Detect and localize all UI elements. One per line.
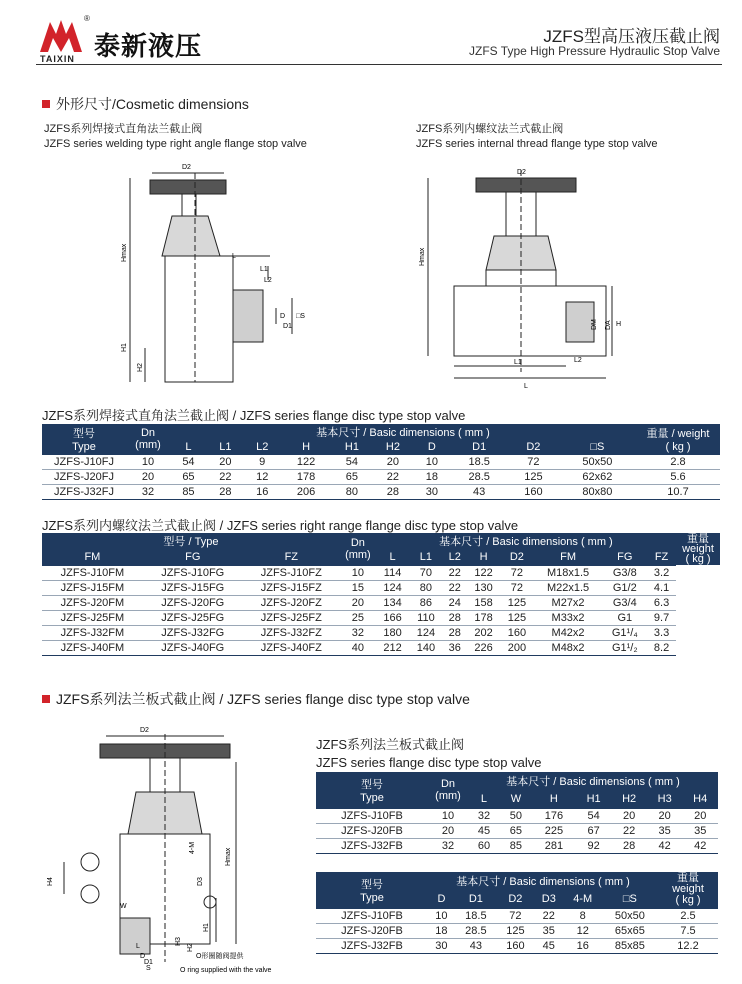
table-cell: 15 bbox=[340, 580, 376, 595]
table-cell: 45 bbox=[468, 823, 500, 838]
col-d1: D1 bbox=[455, 890, 497, 908]
col-d1: D1 bbox=[450, 440, 508, 454]
table-cell: JZFS-J25FZ bbox=[243, 610, 340, 625]
table-cell: 32 bbox=[340, 625, 376, 640]
table-cell: 18 bbox=[428, 923, 455, 938]
table-cell: 35 bbox=[647, 823, 683, 838]
svg-text:D2: D2 bbox=[517, 169, 526, 176]
table-cell: 54 bbox=[170, 454, 207, 469]
svg-text:D2: D2 bbox=[140, 727, 149, 734]
table-cell: 50x50 bbox=[559, 454, 636, 469]
table-cell: 140 bbox=[409, 640, 442, 655]
welding-valve-diagram bbox=[120, 158, 320, 398]
table-cell: 122 bbox=[281, 454, 332, 469]
col-fm: FM bbox=[534, 549, 603, 565]
table-cell: 20 bbox=[428, 823, 468, 838]
table-cell: 4.1 bbox=[647, 580, 676, 595]
table-cell: 65x65 bbox=[602, 923, 658, 938]
table-cell: 60 bbox=[468, 838, 500, 853]
table-cell: JZFS-J10FB bbox=[316, 808, 428, 823]
table-cell: 7.5 bbox=[658, 923, 718, 938]
table-cell: 80 bbox=[331, 484, 372, 499]
svg-text:D1: D1 bbox=[283, 323, 292, 330]
col-type: 型号 Type bbox=[316, 872, 428, 908]
left-diagram-caption: JZFS系列焊接式直角法兰截止阀 JZFS series welding type right angle flange stop valve bbox=[44, 123, 307, 150]
table-row bbox=[42, 484, 720, 499]
table-cell: 158 bbox=[467, 595, 500, 610]
table-cell: JZFS-J20FZ bbox=[243, 595, 340, 610]
red-square-icon bbox=[42, 695, 50, 703]
table-cell: 28 bbox=[372, 484, 413, 499]
table-cell: JZFS-J10FG bbox=[143, 565, 243, 580]
svg-text:H: H bbox=[616, 321, 622, 328]
table-cell: 85x85 bbox=[602, 938, 658, 953]
table-cell: 32 bbox=[468, 808, 500, 823]
col-d3: D3 bbox=[534, 890, 564, 908]
table-cell: 43 bbox=[455, 938, 497, 953]
table-cell: 45 bbox=[534, 938, 564, 953]
table2-title: JZFS系列内螺纹法兰式截止阀 / JZFS series right range flange disc type stop valve bbox=[42, 518, 519, 533]
table-cell: 125 bbox=[500, 610, 533, 625]
table-cell: 22 bbox=[372, 469, 413, 484]
flange-plate-weight-table bbox=[316, 872, 718, 954]
table-cell: JZFS-J25FG bbox=[143, 610, 243, 625]
svg-text:H2: H2 bbox=[137, 363, 144, 372]
table-cell: 85 bbox=[500, 838, 532, 853]
col-type: 型号 Type bbox=[42, 424, 126, 454]
table-cell: 122 bbox=[467, 565, 500, 580]
table-cell: 28.5 bbox=[450, 469, 508, 484]
col-d2: D2 bbox=[500, 549, 533, 565]
table-cell: 10 bbox=[428, 908, 455, 923]
table-cell: 50 bbox=[500, 808, 532, 823]
col-s: □S bbox=[559, 440, 636, 454]
table-cell: 28 bbox=[443, 610, 467, 625]
table-row bbox=[42, 640, 720, 655]
svg-text:□S: □S bbox=[296, 313, 305, 320]
section-cosmetic-title: 外形尺寸/Cosmetic dimensions bbox=[42, 94, 249, 114]
table-cell: 114 bbox=[376, 565, 409, 580]
table-row bbox=[316, 808, 718, 823]
table-cell: 22 bbox=[443, 565, 467, 580]
table-cell: 281 bbox=[532, 838, 576, 853]
table-cell: 30 bbox=[428, 938, 455, 953]
table-row bbox=[42, 565, 720, 580]
col-l1: L1 bbox=[207, 440, 244, 454]
table-cell: 8 bbox=[564, 908, 602, 923]
table-cell: G1/2 bbox=[603, 580, 648, 595]
table-cell: 22 bbox=[207, 469, 244, 484]
table-cell: M48x2 bbox=[534, 640, 603, 655]
table-cell: 18.5 bbox=[450, 454, 508, 469]
table-cell: 72 bbox=[500, 580, 533, 595]
table-cell: 72 bbox=[500, 565, 533, 580]
col-d: D bbox=[428, 890, 455, 908]
table-row bbox=[42, 580, 720, 595]
table-cell: 43 bbox=[450, 484, 508, 499]
table-cell: JZFS-J32FB bbox=[316, 938, 428, 953]
col-type-fm: FM bbox=[42, 549, 143, 565]
col-h1: H1 bbox=[331, 440, 372, 454]
table-cell: 25 bbox=[340, 610, 376, 625]
table-cell: 28 bbox=[207, 484, 244, 499]
table-cell: JZFS-J32FJ bbox=[42, 484, 126, 499]
welding-flange-spec-table bbox=[42, 424, 720, 500]
table-cell: 2.5 bbox=[658, 908, 718, 923]
table-cell: M18x1.5 bbox=[534, 565, 603, 580]
table-cell: 6.3 bbox=[647, 595, 676, 610]
table-cell: 30 bbox=[413, 484, 450, 499]
table-row bbox=[42, 625, 720, 640]
svg-text:Hmax: Hmax bbox=[419, 247, 426, 266]
table-cell: JZFS-J32FB bbox=[316, 838, 428, 853]
col-weight: 重量 / weight ( kg ) bbox=[636, 424, 720, 454]
table-row bbox=[42, 595, 720, 610]
table-cell: G1 bbox=[603, 610, 648, 625]
svg-text:O形圈随阀提供: O形圈随阀提供 bbox=[196, 953, 244, 960]
col-w: W bbox=[500, 790, 532, 808]
table-cell: 80 bbox=[409, 580, 442, 595]
svg-text:D: D bbox=[140, 953, 146, 960]
table-cell: 28 bbox=[443, 625, 467, 640]
table-cell: 16 bbox=[564, 938, 602, 953]
svg-text:L1: L1 bbox=[514, 359, 522, 366]
section-flange-plate-title: JZFS系列法兰板式截止阀 / JZFS series flange disc type stop valve bbox=[42, 689, 470, 709]
table-cell: 125 bbox=[508, 469, 559, 484]
table-cell: 160 bbox=[508, 484, 559, 499]
svg-text:L: L bbox=[232, 253, 236, 260]
table-cell: 62x62 bbox=[559, 469, 636, 484]
table-cell: 65 bbox=[331, 469, 372, 484]
svg-text:D2: D2 bbox=[182, 164, 191, 171]
table-row bbox=[316, 823, 718, 838]
table-cell: 9.7 bbox=[647, 610, 676, 625]
col-weight: 重量 weight ( kg ) bbox=[658, 872, 718, 908]
internal-thread-spec-table bbox=[42, 533, 720, 656]
col-basic-dimensions: 基本尺寸 / Basic dimensions ( mm ) bbox=[170, 424, 636, 440]
table-cell: JZFS-J10FZ bbox=[243, 565, 340, 580]
table-cell: 10.7 bbox=[636, 484, 720, 499]
table-cell: 40 bbox=[340, 640, 376, 655]
brand-name-en: TAIXIN bbox=[40, 54, 75, 64]
brand-name-cn: 泰新液压 bbox=[94, 31, 203, 61]
table-cell: 134 bbox=[376, 595, 409, 610]
table-cell: 20 bbox=[647, 808, 683, 823]
page-title-en: JZFS Type High Pressure Hydraulic Stop Valve bbox=[469, 44, 720, 58]
svg-text:H1: H1 bbox=[203, 923, 210, 932]
table-cell: 72 bbox=[508, 454, 559, 469]
table-row bbox=[316, 923, 718, 938]
table-cell: JZFS-J32FM bbox=[42, 625, 143, 640]
table-cell: 160 bbox=[500, 625, 533, 640]
svg-text:L: L bbox=[524, 383, 528, 390]
table-cell: 10 bbox=[413, 454, 450, 469]
table-cell: M22x1.5 bbox=[534, 580, 603, 595]
table-row bbox=[316, 908, 718, 923]
col-l2: L2 bbox=[443, 549, 467, 565]
svg-text:Hmax: Hmax bbox=[121, 243, 128, 262]
table-cell: 225 bbox=[532, 823, 576, 838]
table-cell: 10 bbox=[428, 808, 468, 823]
table-cell: 65 bbox=[170, 469, 207, 484]
table-cell: 28.5 bbox=[455, 923, 497, 938]
flange-plate-dimension-table bbox=[316, 772, 718, 854]
col-l: L bbox=[376, 549, 409, 565]
svg-text:W: W bbox=[120, 903, 127, 910]
table-cell: 8.2 bbox=[647, 640, 676, 655]
svg-text:H2: H2 bbox=[187, 943, 194, 952]
table-cell: JZFS-J40FM bbox=[42, 640, 143, 655]
table-cell: JZFS-J25FM bbox=[42, 610, 143, 625]
table-cell: JZFS-J32FG bbox=[143, 625, 243, 640]
col-d: D bbox=[413, 440, 450, 454]
col-basic-dimensions: 基本尺寸 / Basic dimensions ( mm ) bbox=[428, 872, 658, 890]
svg-text:S: S bbox=[146, 965, 151, 972]
table-cell: JZFS-J15FZ bbox=[243, 580, 340, 595]
col-s: □S bbox=[602, 890, 658, 908]
svg-text:D: D bbox=[280, 313, 286, 320]
col-l: L bbox=[468, 790, 500, 808]
table-row bbox=[316, 938, 718, 953]
svg-text:D3: D3 bbox=[197, 877, 204, 886]
table-cell: 202 bbox=[467, 625, 500, 640]
svg-text:DA: DA bbox=[605, 320, 612, 330]
col-type: 型号 / Type bbox=[42, 533, 340, 549]
table-cell: 18.5 bbox=[455, 908, 497, 923]
col-type-fz: FZ bbox=[243, 549, 340, 565]
table-cell: G1¹/₂ bbox=[603, 640, 648, 655]
table-cell: 86 bbox=[409, 595, 442, 610]
table-cell: 32 bbox=[126, 484, 170, 499]
table-cell: 54 bbox=[331, 454, 372, 469]
col-dn: Dn (mm) bbox=[428, 772, 468, 808]
col-h: H bbox=[532, 790, 576, 808]
table-cell: 65 bbox=[500, 823, 532, 838]
table-cell: 35 bbox=[682, 823, 718, 838]
table-cell: 67 bbox=[576, 823, 612, 838]
col-fz: FZ bbox=[647, 549, 676, 565]
table-cell: 178 bbox=[281, 469, 332, 484]
col-l2: L2 bbox=[244, 440, 281, 454]
flange-plate-caption: JZFS系列法兰板式截止阀 JZFS series flange disc type stop valve bbox=[316, 737, 542, 770]
right-diagram-caption: JZFS系列内螺纹法兰式截止阀 JZFS series internal thread flange type stop valve bbox=[416, 123, 658, 150]
table-cell: 32 bbox=[428, 838, 468, 853]
header-divider bbox=[36, 64, 722, 65]
col-basic-dimensions: 基本尺寸 / Basic dimensions ( mm ) bbox=[468, 772, 718, 790]
table-cell: JZFS-J32FZ bbox=[243, 625, 340, 640]
col-4m: 4-M bbox=[564, 890, 602, 908]
col-h2: H2 bbox=[372, 440, 413, 454]
table-cell: 5.6 bbox=[636, 469, 720, 484]
table-cell: 10 bbox=[126, 454, 170, 469]
table-cell: JZFS-J40FZ bbox=[243, 640, 340, 655]
table-cell: 180 bbox=[376, 625, 409, 640]
col-h: H bbox=[467, 549, 500, 565]
col-dn: Dn (mm) bbox=[126, 424, 170, 454]
table-cell: 20 bbox=[126, 469, 170, 484]
table-cell: JZFS-J20FM bbox=[42, 595, 143, 610]
table-cell: 166 bbox=[376, 610, 409, 625]
table1-title: JZFS系列焊接式直角法兰截止阀 / JZFS series flange disc type stop valve bbox=[42, 408, 466, 423]
svg-text:4-M: 4-M bbox=[189, 841, 196, 854]
svg-text:DM: DM bbox=[591, 319, 598, 330]
table-row bbox=[42, 454, 720, 469]
table-cell: 16 bbox=[244, 484, 281, 499]
table-cell: M27x2 bbox=[534, 595, 603, 610]
table-cell: G1¹/₄ bbox=[603, 625, 648, 640]
table-cell: 130 bbox=[467, 580, 500, 595]
taixin-logo-icon bbox=[38, 16, 84, 56]
col-h1: H1 bbox=[576, 790, 612, 808]
registered-mark: ® bbox=[84, 14, 90, 23]
col-type-fg: FG bbox=[143, 549, 243, 565]
table-cell: 28 bbox=[611, 838, 647, 853]
table-cell: 10 bbox=[340, 565, 376, 580]
svg-text:H1: H1 bbox=[121, 343, 128, 352]
table-cell: JZFS-J20FG bbox=[143, 595, 243, 610]
col-type: 型号 Type bbox=[316, 772, 428, 808]
table-cell: M42x2 bbox=[534, 625, 603, 640]
col-h4: H4 bbox=[682, 790, 718, 808]
table-cell: 176 bbox=[532, 808, 576, 823]
table-cell: 42 bbox=[682, 838, 718, 853]
table-cell: JZFS-J40FG bbox=[143, 640, 243, 655]
table-cell: 92 bbox=[576, 838, 612, 853]
table-row bbox=[42, 469, 720, 484]
col-h2: H2 bbox=[611, 790, 647, 808]
table-cell: 22 bbox=[611, 823, 647, 838]
internal-thread-valve-diagram bbox=[414, 162, 634, 392]
table-cell: 12 bbox=[244, 469, 281, 484]
table-cell: 36 bbox=[443, 640, 467, 655]
table-cell: 35 bbox=[534, 923, 564, 938]
table-cell: 110 bbox=[409, 610, 442, 625]
table-cell: 212 bbox=[376, 640, 409, 655]
table-cell: JZFS-J10FB bbox=[316, 908, 428, 923]
table-cell: 54 bbox=[576, 808, 612, 823]
col-l: L bbox=[170, 440, 207, 454]
table-cell: 2.8 bbox=[636, 454, 720, 469]
table-cell: 124 bbox=[409, 625, 442, 640]
table-cell: 206 bbox=[281, 484, 332, 499]
table-cell: G3/8 bbox=[603, 565, 648, 580]
table-cell: JZFS-J10FM bbox=[42, 565, 143, 580]
svg-text:Hmax: Hmax bbox=[225, 847, 232, 866]
table-cell: 3.2 bbox=[647, 565, 676, 580]
svg-text:H3: H3 bbox=[175, 937, 182, 946]
table-cell: M33x2 bbox=[534, 610, 603, 625]
page-title-cn: JZFS型高压液压截止阀 bbox=[543, 27, 720, 46]
col-dn: Dn (mm) bbox=[340, 533, 376, 565]
table-cell: 85 bbox=[170, 484, 207, 499]
table-cell: 125 bbox=[497, 923, 534, 938]
svg-text:L1: L1 bbox=[260, 266, 268, 273]
table-cell: 20 bbox=[372, 454, 413, 469]
table-cell: 50x50 bbox=[602, 908, 658, 923]
col-h3: H3 bbox=[647, 790, 683, 808]
table-cell: 20 bbox=[611, 808, 647, 823]
table-cell: 178 bbox=[467, 610, 500, 625]
table-row bbox=[42, 610, 720, 625]
table-cell: JZFS-J10FJ bbox=[42, 454, 126, 469]
table-cell: 18 bbox=[413, 469, 450, 484]
table-row bbox=[316, 838, 718, 853]
table-cell: 9 bbox=[244, 454, 281, 469]
table-cell: 80x80 bbox=[559, 484, 636, 499]
col-d2: D2 bbox=[508, 440, 559, 454]
flange-plate-valve-diagram bbox=[40, 722, 290, 978]
table-cell: 72 bbox=[497, 908, 534, 923]
col-d2: D2 bbox=[497, 890, 534, 908]
col-basic-dimensions: 基本尺寸 / Basic dimensions ( mm ) bbox=[376, 533, 676, 549]
svg-text:L2: L2 bbox=[574, 357, 582, 364]
table-cell: 22 bbox=[443, 580, 467, 595]
col-h: H bbox=[281, 440, 332, 454]
col-fg: FG bbox=[603, 549, 648, 565]
table-cell: JZFS-J20FB bbox=[316, 923, 428, 938]
table-cell: 24 bbox=[443, 595, 467, 610]
col-l1: L1 bbox=[409, 549, 442, 565]
table-cell: 20 bbox=[682, 808, 718, 823]
table-cell: 125 bbox=[500, 595, 533, 610]
svg-text:L: L bbox=[136, 943, 140, 950]
table-cell: 20 bbox=[340, 595, 376, 610]
svg-text:D1: D1 bbox=[144, 959, 153, 966]
table-cell: 12 bbox=[564, 923, 602, 938]
table-cell: 42 bbox=[647, 838, 683, 853]
col-weight: 重量 weight ( kg ) bbox=[676, 533, 720, 565]
table-cell: 70 bbox=[409, 565, 442, 580]
svg-text:H4: H4 bbox=[47, 877, 54, 886]
table-cell: 226 bbox=[467, 640, 500, 655]
table-cell: 12.2 bbox=[658, 938, 718, 953]
table-cell: 124 bbox=[376, 580, 409, 595]
table-cell: JZFS-J15FM bbox=[42, 580, 143, 595]
svg-text:O ring supplied with the valve: O ring supplied with the valve bbox=[180, 967, 272, 974]
red-square-icon bbox=[42, 100, 50, 108]
table-cell: 22 bbox=[534, 908, 564, 923]
table-cell: 3.3 bbox=[647, 625, 676, 640]
table-cell: 200 bbox=[500, 640, 533, 655]
table-cell: 20 bbox=[207, 454, 244, 469]
table-cell: JZFS-J20FJ bbox=[42, 469, 126, 484]
table-cell: JZFS-J15FG bbox=[143, 580, 243, 595]
table-cell: JZFS-J20FB bbox=[316, 823, 428, 838]
table-cell: G3/4 bbox=[603, 595, 648, 610]
table-cell: 160 bbox=[497, 938, 534, 953]
svg-text:L2: L2 bbox=[264, 277, 272, 284]
